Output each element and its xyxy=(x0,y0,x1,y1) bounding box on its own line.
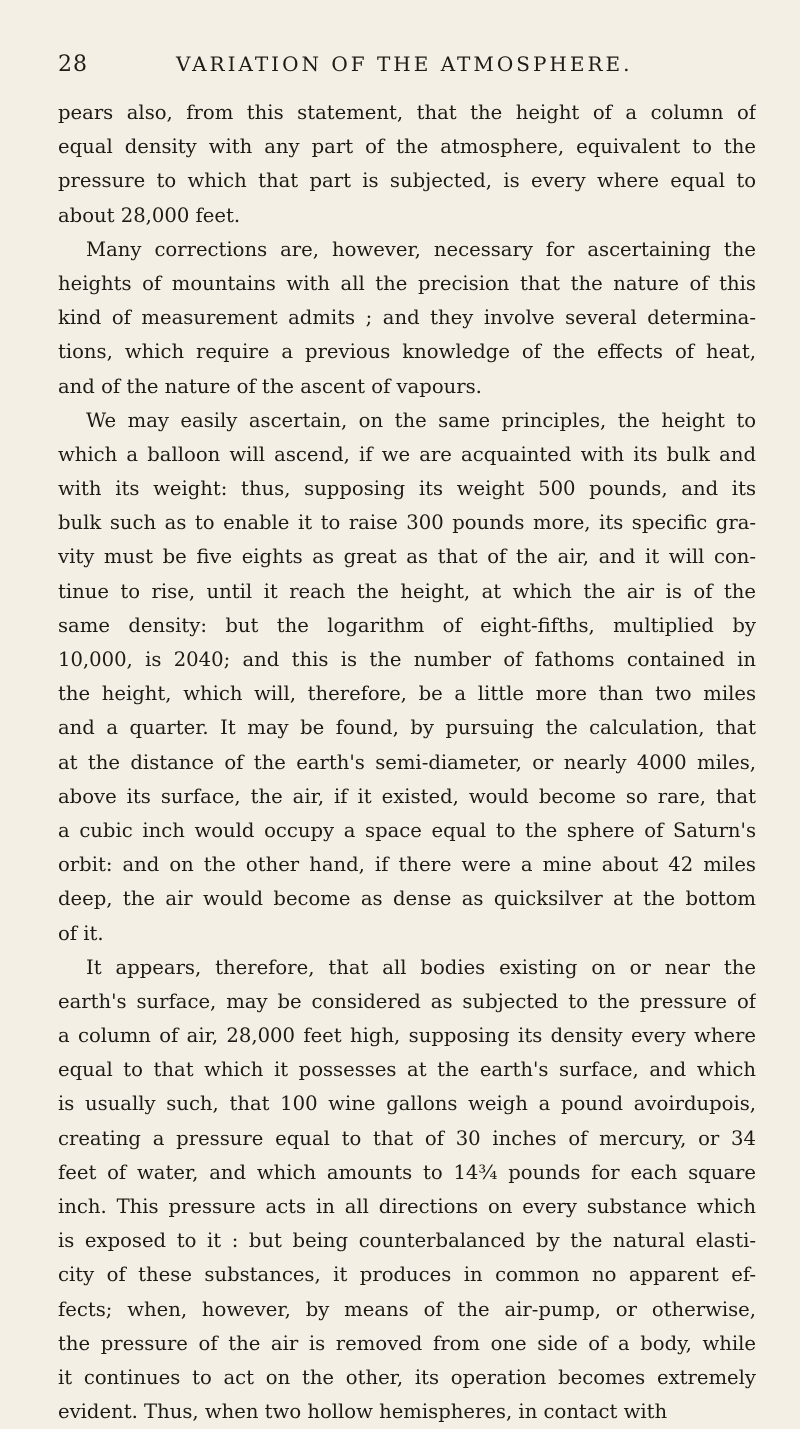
text-line: heights of mountains with all the precision that the nature of this xyxy=(58,271,756,295)
text-line: same density: but the logarithm of eight-fifths, multiplied by xyxy=(58,613,756,637)
running-title: VARIATION OF THE ATMOSPHERE. xyxy=(176,52,633,76)
text-line: Many corrections are, however, necessary for ascertaining the xyxy=(86,237,756,261)
text-line: the pressure of the air is removed from one side of a body, while xyxy=(58,1331,756,1355)
text-line: We may easily ascertain, on the same principles, the height to xyxy=(86,408,756,432)
text-line: about 28,000 feet. xyxy=(58,203,241,227)
text-line: earth's surface, may be considered as subjected to the pressure of xyxy=(58,989,756,1013)
text-line: with its weight: thus, supposing its weight 500 pounds, and its xyxy=(58,477,756,501)
text-line: which a balloon will ascend, if we are acquainted with its bulk and xyxy=(58,442,756,466)
paragraph xyxy=(58,404,756,951)
text-line: is exposed to it : but being counterbalanced by the natural elasti- xyxy=(58,1229,756,1253)
text-line: bulk such as to enable it to raise 300 pounds more, its specific gra- xyxy=(58,511,756,535)
page-number: 28 xyxy=(58,52,88,77)
text-line: deep, the air would become as dense as quicksilver at the bottom xyxy=(58,887,756,911)
page-header xyxy=(58,46,742,86)
text-line: at the distance of the earth's semi-diameter, or nearly 4000 miles, xyxy=(58,750,756,774)
text-line: inch. This pressure acts in all directions on every substance which xyxy=(58,1195,756,1218)
text-line: and of the nature of the ascent of vapours. xyxy=(58,374,482,398)
text-line: and a quarter. It may be found, by pursuing the calculation, that xyxy=(58,716,756,740)
text-line: feet of water, and which amounts to 14¾ pounds for each square xyxy=(58,1160,756,1184)
text-line: pears also, from this statement, that the height of a column of xyxy=(58,101,756,124)
text-line: the height, which will, therefore, be a little more than two miles xyxy=(58,682,756,706)
text-line: fects; when, however, by means of the air-pump, or otherwise, xyxy=(58,1297,756,1321)
text-line: kind of measurement admits ; and they involve several determina- xyxy=(58,306,756,330)
text-line: is usually such, that 100 wine gallons weigh a pound avoirdupois, xyxy=(58,1092,756,1116)
text-line: city of these substances, it produces in common no apparent ef- xyxy=(58,1263,756,1287)
text-line: pressure to which that part is subjected, is every where equal to xyxy=(58,169,756,193)
text-line: a column of air, 28,000 feet high, supposing its density every where xyxy=(58,1024,756,1048)
text-line: 10,000, is 2040; and this is the number of fathoms contained in xyxy=(58,648,756,671)
text-line: tinue to rise, until it reach the height, at which the air is of the xyxy=(58,579,756,603)
paragraph xyxy=(58,96,756,233)
paragraph xyxy=(58,951,756,1429)
text-line: tions, which require a previous knowledge of the effects of heat, xyxy=(58,340,756,364)
body-text xyxy=(58,96,756,1429)
paragraph xyxy=(58,233,756,404)
text-line: vity must be five eights as great as that of the air, and it will con- xyxy=(58,545,756,569)
text-line: of it. xyxy=(58,921,104,945)
text-line: It appears, therefore, that all bodies existing on or near the xyxy=(86,955,756,979)
text-line: equal to that which it possesses at the earth's surface, and which xyxy=(58,1058,756,1082)
text-line: above its surface, the air, if it existed, would become so rare, that xyxy=(58,784,756,808)
text-line: evident. Thus, when two hollow hemispheres, in contact with xyxy=(58,1400,668,1424)
text-line: creating a pressure equal to that of 30 inches of mercury, or 34 xyxy=(58,1126,756,1150)
text-line: it continues to act on the other, its operation becomes extremely xyxy=(58,1365,756,1389)
text-line: equal density with any part of the atmosphere, equivalent to the xyxy=(58,135,756,159)
text-line: orbit: and on the other hand, if there were a mine about 42 miles xyxy=(58,853,756,877)
text-line: a cubic inch would occupy a space equal to the sphere of Saturn's xyxy=(58,818,756,842)
